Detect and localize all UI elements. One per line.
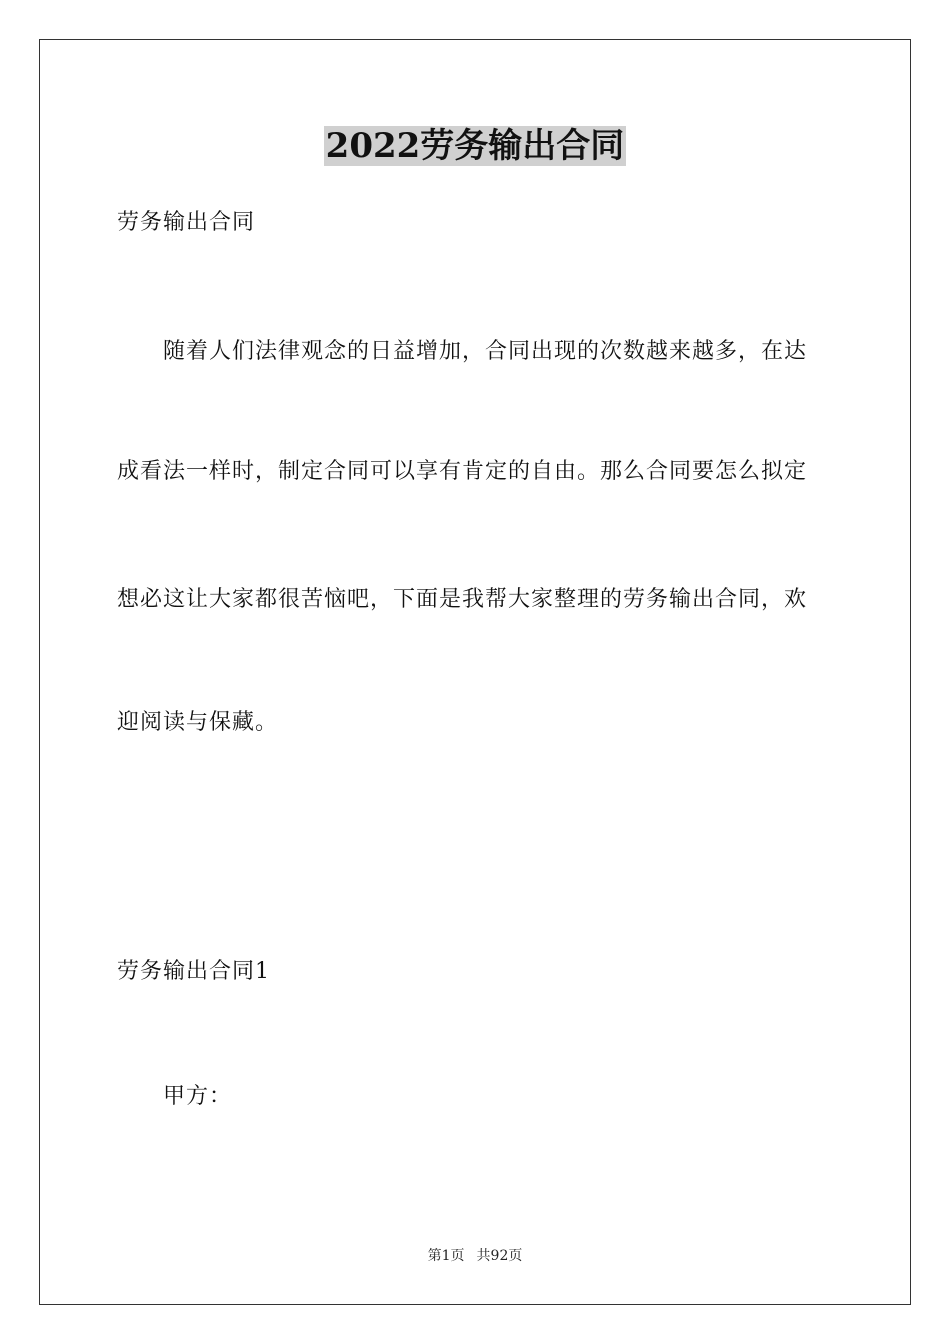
page-number: 第1页: [427, 1248, 465, 1264]
intro-line-4: 迎阅读与保藏。: [117, 710, 279, 735]
document-title: [0, 124, 950, 168]
intro-line-3: 想必这让大家都很苦恼吧，下面是我帮大家整理的劳务输出合同，欢: [117, 587, 808, 612]
intro-line-1: 随着人们法律观念的日益增加，合同出现的次数越来越多，在达: [117, 339, 808, 364]
page-total: 共92页: [476, 1248, 523, 1264]
intro-line-2: 成看法一样时，制定合同可以享有肯定的自由。那么合同要怎么拟定: [117, 459, 808, 484]
section-heading: 劳务输出合同1: [117, 959, 270, 984]
document-title-text: 2022劳务输出合同: [325, 126, 625, 166]
document-subtitle: 劳务输出合同: [117, 210, 256, 235]
party-a-label: 甲方：: [117, 1084, 233, 1109]
page-footer: [0, 1246, 950, 1266]
